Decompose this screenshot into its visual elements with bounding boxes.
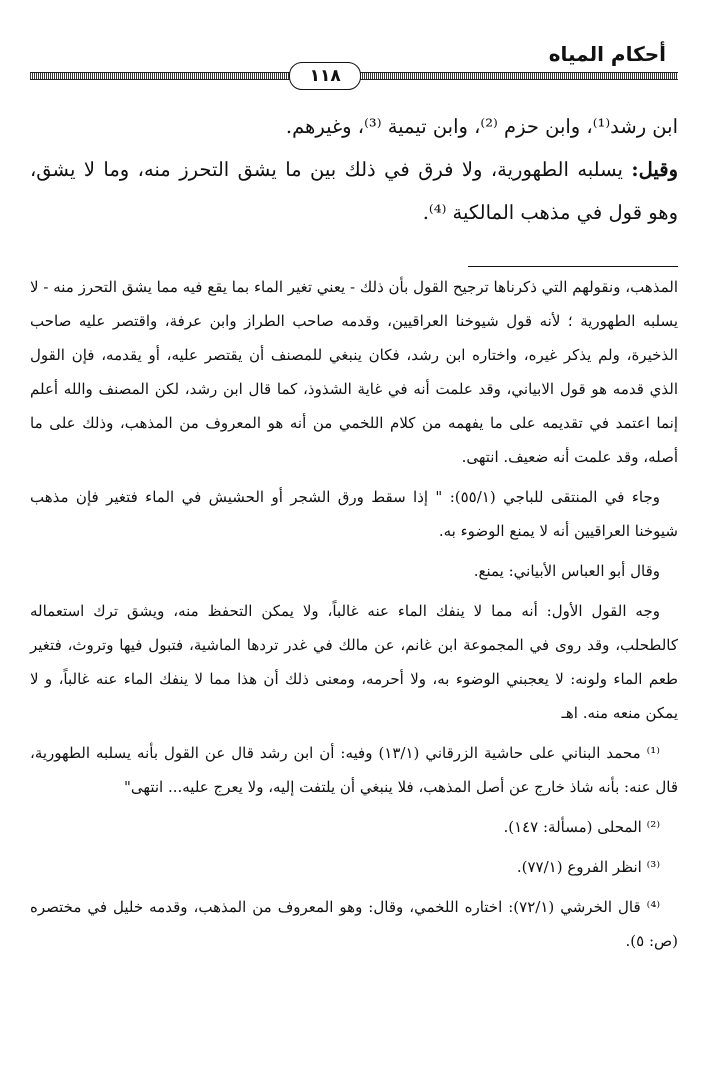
- main-text: [30, 105, 678, 234]
- footnote-2: ⁽²⁾ المحلى (مسألة: ١٤٧).: [503, 818, 660, 836]
- footnote-4: ⁽⁴⁾ قال الخرشي (٧٢/١): اختاره اللخمي، وقال: وهو المعروف من المذهب، وقدمه خليل في مختصره (ص: ٥).: [30, 898, 678, 950]
- main-paragraph-2: [30, 148, 678, 234]
- main-paragraph-2-text: يسلبه الطهورية، ولا فرق في ذلك بين ما يشق التحرز منه، وما لا يشق، وهو قول في مذهب المالكية ⁽⁴⁾.: [30, 158, 678, 224]
- footnote-continued-2: وجاء في المنتقى للباجي (٥٥/١): " إذا سقط ورق الشجر أو الحشيش في الماء فتغير فإن مذهب شيوخنا العراقيين أنه لا يمنع الوضوء به.: [30, 488, 678, 540]
- footnote-continued-1: المذهب، ونقولهم التي ذكرناها ترجيح القول بأن ذلك - يعني تغير الماء بما يقع فيه مما يشق التحرز منه - لا يسلبه الطهورية ؛ لأنه قول شيوخنا العراقيين، وقدمه صاحب الطراز وابن عرفة، واقتصر عليه صاحب الذخيرة، ولم يذكر غيره، واختاره ابن رشد، فكان ينبغي للمصنف أن يقتصر عليه، أو يقدمه، فإن القول الذي قدمه هو قول الابياني، وقد علمت أنه في غاية الشذوذ، كما قال ابن رشد، لكن المصنف والله أعلم إنما اعتمد في تقديمه على ما يفهمه من كلام اللخمي من أنه هو المعروف من المذهب، وذلك على ما أصله، وقد علمت أنه ضعيف. انتهى.: [30, 278, 678, 466]
- footnote-continued-4: وجه القول الأول: أنه مما لا ينفك الماء عنه غالباً، ولا يمكن التحفظ منه، ويشق ترك استعماله كالطحلب، وقد روى في المجموعة ابن غانم، عن مالك في غدر تردها الماشية، فتبول فيها وتروث، فتغير طعم الماء ولونه: لا يعجبني الوضوء به، ولا أحرمه، ومعنى ذلك أن هذا مما لا ينفك الماء عنه غالباً، و لا يمكن منعه منه. اهـ: [30, 602, 678, 722]
- page-header: [30, 38, 678, 86]
- main-line-1: ابن رشد⁽¹⁾، وابن حزم ⁽²⁾، وابن تيمية ⁽³⁾، وغيرهم.: [285, 115, 678, 138]
- footnote-3: ⁽³⁾ انظر الفروع (٧٧/١).: [516, 858, 660, 876]
- footnote-1: ⁽¹⁾ محمد البناني على حاشية الزرقاني (١٣/١) وفيه: أن ابن رشد قال عن القول بأنه يسلبه الطهورية، قال عنه: بأنه شاذ خارج عن أصل المذهب، فلا ينبغي أن يلتفت إليه، ولا يعرج عليه... انتهى": [30, 744, 678, 796]
- book-title: أحكام المياه: [548, 42, 666, 66]
- footnotes: [30, 270, 678, 964]
- footnote-continued-3: وقال أبو العباس الأبياني: يمنع.: [473, 562, 660, 580]
- lead-word: وقيل:: [631, 158, 679, 181]
- page-number: ١١٨: [289, 62, 361, 90]
- footnote-separator: [468, 266, 678, 267]
